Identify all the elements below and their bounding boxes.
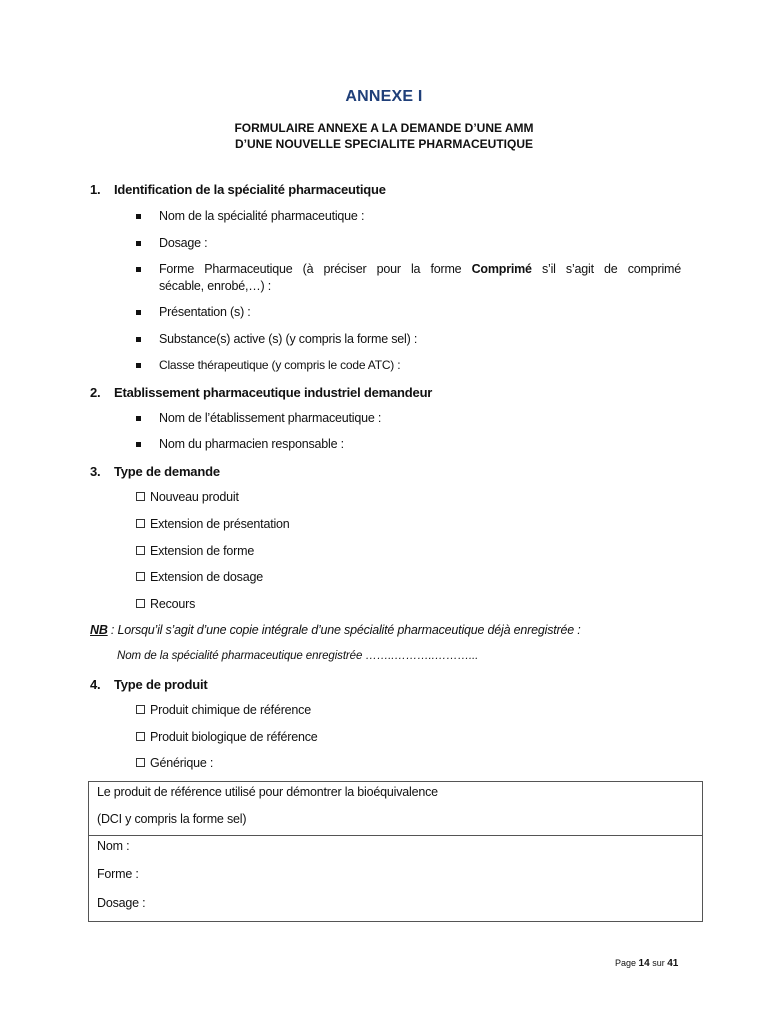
list-item-substance-active: Substance(s) active (s) (y compris la forme sel) :: [136, 331, 681, 348]
checkbox-icon[interactable]: [136, 546, 145, 555]
reference-forme-field[interactable]: Forme :: [97, 867, 139, 881]
page-footer: [615, 958, 678, 969]
section-3-title: Type de demande: [114, 464, 220, 479]
section-1-title: Identification de la spécialité pharmaceutique: [114, 182, 386, 197]
nb-reference-line: Nom de la spécialité pharmaceutique enregistrée ……..………..………...: [117, 650, 479, 662]
table-divider: [89, 835, 702, 836]
checkbox-produit-chimique[interactable]: Produit chimique de référence: [136, 703, 311, 717]
form-title-line2: D’UNE NOUVELLE SPECIALITE PHARMACEUTIQUE: [234, 137, 534, 151]
section-3-heading: [90, 464, 220, 479]
forme-line-1: Forme Pharmaceutique (à préciser pour la forme Comprimé s’il s’agit de comprimé: [159, 262, 681, 276]
sur-label: sur: [652, 958, 665, 968]
total-pages: 41: [667, 958, 679, 969]
bullet-icon: [136, 267, 141, 272]
reference-table-header-line1: Le produit de référence utilisé pour démontrer la bioéquivalence: [97, 785, 438, 799]
bullet-icon: [136, 241, 141, 246]
checkbox-extension-presentation[interactable]: Extension de présentation: [136, 517, 290, 531]
list-item-classe-therapeutique: Classe thérapeutique (y compris le code ATC) :: [136, 357, 681, 374]
checkbox-icon[interactable]: [136, 758, 145, 767]
page-label: Page: [615, 958, 637, 968]
checkbox-produit-biologique[interactable]: Produit biologique de référence: [136, 730, 318, 744]
list-item-dosage: Dosage :: [136, 235, 681, 252]
annexe-title: ANNEXE I: [345, 88, 423, 105]
forme-line-2: sécable, enrobé,…) :: [159, 279, 272, 293]
page-number: 14: [638, 958, 650, 969]
bullet-icon: [136, 442, 141, 447]
nb-note: [90, 623, 581, 637]
section-4-number: 4.: [90, 677, 101, 692]
list-item-forme-pharmaceutique: [136, 261, 681, 295]
list-item-nom-pharmacien: Nom du pharmacien responsable :: [136, 436, 681, 453]
section-2-number: 2.: [90, 385, 101, 400]
bullet-icon: [136, 310, 141, 315]
checkbox-recours[interactable]: Recours: [136, 597, 195, 611]
list-item-presentation: Présentation (s) :: [136, 304, 681, 321]
nb-label: NB: [90, 623, 108, 637]
checkbox-icon[interactable]: [136, 705, 145, 714]
checkbox-nouveau-produit[interactable]: Nouveau produit: [136, 490, 239, 504]
list-item-nom-specialite: Nom de la spécialité pharmaceutique :: [136, 208, 681, 225]
checkbox-icon[interactable]: [136, 572, 145, 581]
nb-text: : Lorsqu’il s’agit d’une copie intégrale d’une spécialité pharmaceutique déjà enregistrée :: [107, 623, 581, 637]
bullet-icon: [136, 214, 141, 219]
section-3-number: 3.: [90, 464, 101, 479]
checkbox-extension-dosage[interactable]: Extension de dosage: [136, 570, 263, 584]
checkbox-icon[interactable]: [136, 599, 145, 608]
bullet-icon: [136, 363, 141, 368]
checkbox-icon[interactable]: [136, 519, 145, 528]
bullet-icon: [136, 337, 141, 342]
section-4-heading: [90, 677, 208, 692]
section-2-title: Etablissement pharmaceutique industriel demandeur: [114, 385, 433, 400]
reference-table-header-line2: (DCI y compris la forme sel): [97, 812, 247, 826]
reference-dosage-field[interactable]: Dosage :: [97, 896, 146, 910]
forme-bold-comprime: Comprimé: [471, 262, 532, 276]
bullet-icon: [136, 416, 141, 421]
checkbox-generique[interactable]: Générique :: [136, 756, 213, 770]
reference-product-table: [88, 781, 703, 922]
list-item-nom-etablissement: Nom de l’établissement pharmaceutique :: [136, 410, 681, 427]
reference-nom-field[interactable]: Nom :: [97, 839, 130, 853]
checkbox-icon[interactable]: [136, 492, 145, 501]
checkbox-extension-forme[interactable]: Extension de forme: [136, 544, 254, 558]
checkbox-icon[interactable]: [136, 732, 145, 741]
form-title-line1: FORMULAIRE ANNEXE A LA DEMANDE D’UNE AMM: [234, 121, 534, 135]
section-4-title: Type de produit: [114, 677, 208, 692]
section-2-heading: [90, 385, 432, 400]
section-1-number: 1.: [90, 182, 101, 197]
section-1-heading: [90, 182, 386, 197]
